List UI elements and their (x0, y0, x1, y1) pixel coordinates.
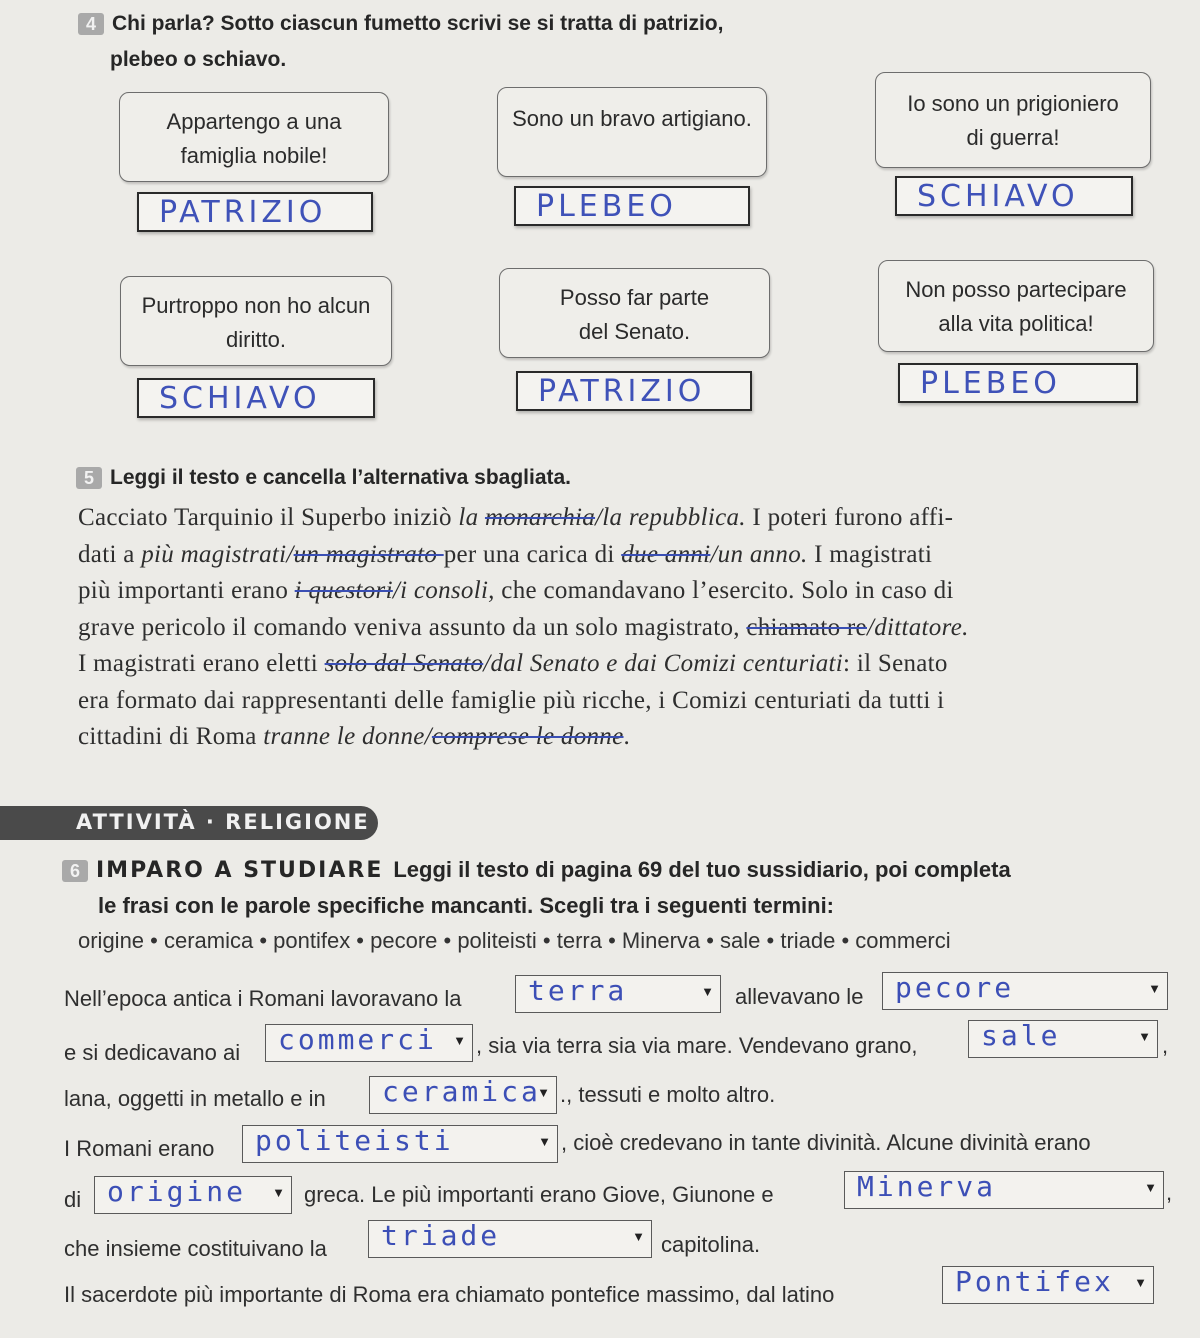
sentence-text: Il sacerdote più importante di Roma era chiamato pontefice massimo, dal latino (64, 1282, 835, 1307)
crossed-out-option: solo dal Senato (324, 650, 484, 677)
sentence-text: , sia via terra sia via mare. Vendevano grano, (476, 1033, 918, 1058)
crossed-out-option: comprese le donne (431, 723, 624, 750)
answer-box[interactable] (898, 363, 1138, 403)
handwritten-answer: pecore (895, 971, 1015, 1004)
sentence-text: , (1166, 1180, 1173, 1205)
ex4-title-line1: Chi parla? Sotto ciascun fumetto scrivi se si tratta di patrizio, (112, 12, 724, 35)
bubble-text: famiglia nobile! (180, 143, 328, 168)
answer-dropdown[interactable] (369, 1076, 557, 1114)
section-banner (0, 806, 378, 840)
speech-bubble (119, 92, 389, 182)
caret-down-icon: ▼ (1134, 1275, 1147, 1290)
passage-line: Cacciato Tarquinio il Superbo iniziò la monarchia/la repubblica. I poteri furono affi- (78, 504, 954, 531)
handwritten-answer: triade (381, 1219, 501, 1252)
handwritten-answer: Pontifex (955, 1265, 1114, 1298)
answer-dropdown[interactable] (368, 1220, 652, 1258)
crossed-out-option: chiamato re (746, 613, 867, 641)
bubble-text: Posso far parte (559, 285, 710, 310)
caret-down-icon: ▼ (632, 1229, 645, 1244)
sentence-text: , (1162, 1033, 1169, 1058)
sentence-text: ., tessuti e molto altro. (560, 1082, 776, 1107)
ex6-title-line2: le frasi con le parole specifiche mancanti. Scegli tra i seguenti termini: (98, 893, 835, 918)
crossed-out-option: i questori (294, 577, 393, 604)
sentence-text: greca. Le più importanti erano Giove, Giunone e (304, 1182, 774, 1207)
sentence-text: Nell’epoca antica i Romani lavoravano la (64, 986, 462, 1011)
handwritten-answer: terra (528, 974, 628, 1007)
bubble-text: Purtroppo non ho alcun (141, 293, 371, 318)
handwritten-answer: origine (107, 1175, 247, 1208)
passage-line: dati a più magistrati/un magistrato per una carica di due anni/un anno. I magistrati (78, 540, 933, 568)
answer-box[interactable] (137, 192, 373, 232)
ex5-title (76, 460, 571, 496)
handwritten-answer: PLEBEO (920, 366, 1061, 401)
answer-dropdown[interactable] (265, 1024, 473, 1062)
answer-box[interactable] (514, 186, 750, 226)
passage-line: I magistrati erano eletti solo dal Senato/dal Senato e dai Comizi centuriati: il Senato (78, 650, 948, 677)
sentence-text: , cioè credevano in tante divinità. Alcune divinità erano (561, 1130, 1091, 1155)
ex5-passage (78, 500, 1078, 756)
ex5-number: 5 (76, 467, 102, 489)
crossed-out-option: monarchia (484, 504, 596, 531)
bubble-text: diritto. (226, 327, 286, 352)
bubble-text: del Senato. (578, 319, 691, 344)
answer-box[interactable] (137, 378, 375, 418)
bubble-text: Io sono un prigioniero (907, 91, 1119, 116)
answer-dropdown[interactable] (94, 1176, 292, 1214)
sentence-text: e si dedicavano ai (64, 1040, 241, 1065)
bubble-text: alla vita politica! (938, 311, 1094, 336)
passage-line: più importanti erano i questori/i consoli, che comandavano l’esercito. Solo in caso di (78, 577, 954, 604)
speech-bubble (497, 87, 767, 177)
handwritten-answer: Minerva (857, 1170, 997, 1203)
banner-label: ATTIVITÀ · RELIGIONE (76, 810, 370, 834)
handwritten-answer: politeisti (255, 1124, 454, 1157)
passage-line: cittadini di Roma tranne le donne/comprese le donne. (78, 723, 631, 750)
caret-down-icon: ▼ (1144, 1180, 1157, 1195)
handwritten-answer: sale (981, 1019, 1061, 1052)
bubble-text: Non posso partecipare (905, 277, 1127, 302)
answer-box[interactable] (516, 371, 752, 411)
speech-bubble (120, 276, 392, 366)
ex4-title (78, 6, 723, 42)
ex6-number: 6 (62, 860, 88, 882)
caret-down-icon: ▼ (538, 1134, 551, 1149)
passage-line: era formato dai rappresentanti delle famiglie più ricche, i Comizi centuriati da tutti i (78, 686, 945, 714)
ex4-title-line2: plebeo o schiavo. (110, 48, 287, 71)
handwritten-answer: ceramica (382, 1075, 541, 1108)
caret-down-icon: ▼ (1138, 1029, 1151, 1044)
handwritten-answer: SCHIAVO (159, 381, 321, 416)
handwritten-answer: PLEBEO (536, 189, 677, 224)
caret-down-icon: ▼ (272, 1185, 285, 1200)
ex6-title-line1: Leggi il testo di pagina 69 del tuo sussidiario, poi completa (393, 857, 1011, 882)
handwritten-answer: PATRIZIO (538, 374, 706, 409)
sentence-text: allevavano le (735, 984, 864, 1009)
ex4-number: 4 (78, 13, 104, 35)
answer-dropdown[interactable] (942, 1266, 1154, 1304)
answer-dropdown[interactable] (968, 1020, 1158, 1058)
caret-down-icon: ▼ (453, 1033, 466, 1048)
ex6-label: IMPARO A STUDIARE (96, 858, 384, 883)
sentence-text: I Romani erano (64, 1136, 215, 1161)
ex5-title-text: Leggi il testo e cancella l’alternativa sbagliata. (110, 466, 572, 489)
sentence-text: che insieme costituivano la (64, 1236, 327, 1261)
speech-bubble (499, 268, 770, 358)
crossed-out-option: un magistrato (293, 540, 444, 568)
sentence-text: lana, oggetti in metallo e in (64, 1086, 326, 1111)
passage-line: grave pericolo il comando veniva assunto da un solo magistrato, chiamato re/dittatore. (78, 613, 969, 641)
bubble-text: Sono un bravo artigiano. (512, 106, 752, 131)
handwritten-answer: PATRIZIO (159, 195, 327, 230)
sentence-text: di (64, 1187, 82, 1212)
answer-dropdown[interactable] (515, 975, 721, 1013)
caret-down-icon: ▼ (1148, 981, 1161, 996)
answer-dropdown[interactable] (882, 972, 1168, 1010)
answer-dropdown[interactable] (242, 1125, 558, 1163)
answer-box[interactable] (895, 176, 1133, 216)
ex6-title (62, 852, 1011, 889)
bubble-text: Appartengo a una (166, 109, 342, 134)
speech-bubble (878, 260, 1154, 352)
crossed-out-option: due anni (621, 540, 711, 568)
sentence-text: capitolina. (661, 1232, 761, 1257)
answer-dropdown[interactable] (844, 1171, 1164, 1209)
bubble-text: di guerra! (966, 125, 1060, 150)
speech-bubble (875, 72, 1151, 168)
caret-down-icon: ▼ (537, 1085, 550, 1100)
handwritten-answer: SCHIAVO (917, 179, 1079, 214)
handwritten-answer: commerci (278, 1023, 437, 1056)
caret-down-icon: ▼ (701, 984, 714, 999)
term-list: origine • ceramica • pontifex • pecore • politeisti • terra • Minerva • sale • triade • commerci (78, 928, 951, 953)
